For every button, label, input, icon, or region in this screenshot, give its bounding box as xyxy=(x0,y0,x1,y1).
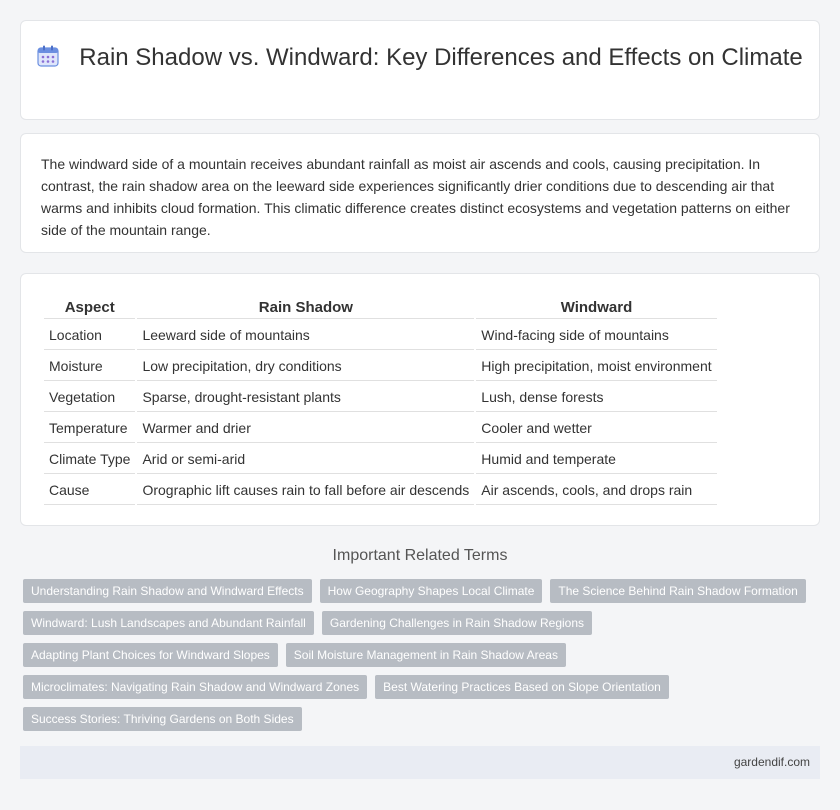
cell-aspect: Temperature xyxy=(44,414,135,443)
cell-rain-shadow: Arid or semi-arid xyxy=(137,445,474,474)
calendar-icon xyxy=(37,45,59,67)
intro-paragraph: The windward side of a mountain receives abundant rainfall as moist air ascends and cools, causing precipitation. In contrast, the rain shadow area on the leeward side experiences significantly drier conditions due to descending air that warms and inhibits cloud formation. This climatic difference creates distinct ecosystems and vegetation patterns on either side of the mountain range. xyxy=(41,156,790,238)
related-term-tag[interactable]: The Science Behind Rain Shadow Formation xyxy=(550,579,805,603)
cell-rain-shadow: Warmer and drier xyxy=(137,414,474,443)
cell-aspect: Location xyxy=(44,321,135,350)
cell-windward: Air ascends, cools, and drops rain xyxy=(476,476,716,505)
related-term-tag[interactable]: Microclimates: Navigating Rain Shadow and Windward Zones xyxy=(23,675,367,699)
cell-aspect: Moisture xyxy=(44,352,135,381)
header-card xyxy=(20,20,820,120)
cell-rain-shadow: Orographic lift causes rain to fall before air descends xyxy=(137,476,474,505)
related-terms-heading: Important Related Terms xyxy=(332,547,508,564)
cell-windward: Humid and temperate xyxy=(476,445,716,474)
header-rain-shadow: Rain Shadow xyxy=(137,296,474,319)
related-terms-list xyxy=(23,579,803,739)
cell-windward: High precipitation, moist environment xyxy=(476,352,716,381)
comparison-table xyxy=(42,294,719,507)
cell-rain-shadow: Leeward side of mountains xyxy=(137,321,474,350)
header-aspect: Aspect xyxy=(44,296,135,319)
related-term-tag[interactable]: Success Stories: Thriving Gardens on Both Sides xyxy=(23,707,302,731)
related-term-tag[interactable]: Gardening Challenges in Rain Shadow Regions xyxy=(322,611,592,635)
cell-rain-shadow: Sparse, drought-resistant plants xyxy=(137,383,474,412)
related-term-tag[interactable]: Understanding Rain Shadow and Windward Effects xyxy=(23,579,312,603)
cell-aspect: Cause xyxy=(44,476,135,505)
related-term-tag[interactable]: Soil Moisture Management in Rain Shadow Areas xyxy=(286,643,566,667)
table-header-row xyxy=(44,296,717,319)
footer xyxy=(20,746,820,779)
related-term-tag[interactable]: Best Watering Practices Based on Slope Orientation xyxy=(375,675,669,699)
cell-windward: Lush, dense forests xyxy=(476,383,716,412)
cell-aspect: Climate Type xyxy=(44,445,135,474)
table-row xyxy=(44,445,717,474)
page-title-text: Rain Shadow vs. Windward: Key Differences and Effects on Climate xyxy=(79,44,803,71)
header-windward: Windward xyxy=(476,296,716,319)
table-row xyxy=(44,383,717,412)
table-row xyxy=(44,321,717,350)
page-title xyxy=(21,43,819,72)
cell-windward: Cooler and wetter xyxy=(476,414,716,443)
table-row xyxy=(44,352,717,381)
cell-rain-shadow: Low precipitation, dry conditions xyxy=(137,352,474,381)
cell-windward: Wind-facing side of mountains xyxy=(476,321,716,350)
related-term-tag[interactable]: How Geography Shapes Local Climate xyxy=(320,579,543,603)
intro-card xyxy=(20,133,820,253)
cell-aspect: Vegetation xyxy=(44,383,135,412)
table-row xyxy=(44,476,717,505)
comparison-card xyxy=(20,273,820,526)
table-row xyxy=(44,414,717,443)
footer-site-link[interactable]: gardendif.com xyxy=(733,755,810,769)
related-term-tag[interactable]: Adapting Plant Choices for Windward Slopes xyxy=(23,643,278,667)
related-term-tag[interactable]: Windward: Lush Landscapes and Abundant Rainfall xyxy=(23,611,314,635)
